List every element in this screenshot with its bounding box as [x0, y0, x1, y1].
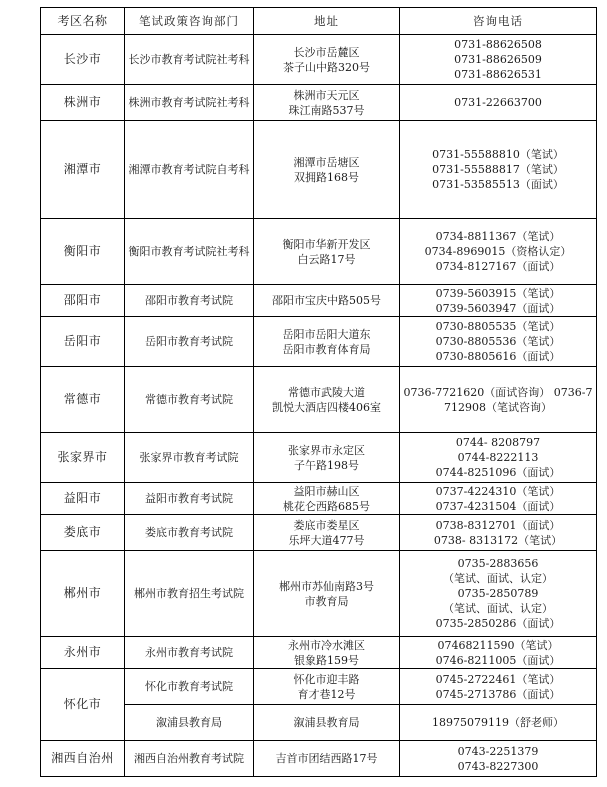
cell-phone	[400, 483, 597, 515]
cell-phone-line: （笔试、面试、认定）	[443, 572, 553, 585]
cell-address-line: 育才巷12号	[297, 687, 356, 701]
cell-phone-line: 0734-8127167（面试）	[435, 260, 561, 273]
cell-dept: 湘西自治州教育考试院	[125, 741, 254, 777]
cell-phone	[400, 741, 597, 777]
cell-region: 永州市	[41, 637, 125, 669]
cell-phone-line: 0735-2883656	[457, 557, 539, 570]
cell-address-line: 岳阳市岳阳大道东	[282, 327, 371, 341]
cell-phone	[400, 35, 597, 85]
header-dept: 笔试政策咨询部门	[125, 8, 254, 35]
cell-phone-line: 07468211590（笔试）	[437, 638, 559, 652]
cell-phone-line: 0744- 8208797	[455, 436, 541, 449]
cell-address-line: 双拥路168号	[294, 170, 359, 184]
cell-address-line: 张家界市永定区	[288, 443, 365, 457]
table-row	[41, 705, 597, 741]
cell-region: 株洲市	[41, 85, 125, 121]
cell-address	[254, 219, 400, 285]
cell-phone-line: 0739-5603947（面试）	[435, 301, 561, 315]
cell-phone-line: 0731-88626531	[454, 68, 542, 81]
header-phone: 咨询电话	[400, 8, 597, 35]
table-row	[41, 551, 597, 637]
cell-address	[254, 121, 400, 219]
cell-region: 怀化市	[41, 669, 125, 741]
cell-region: 邵阳市	[41, 285, 125, 317]
cell-phone-line: 0737-4231504（面试）	[435, 499, 561, 513]
cell-phone	[400, 121, 597, 219]
cell-address-line: 桃花仑西路685号	[283, 499, 370, 513]
cell-address	[254, 741, 400, 777]
cell-address-line: 株洲市天元区	[293, 88, 360, 102]
cell-address-line: 乐坪大道477号	[288, 533, 365, 547]
cell-phone-line: 18975079119（舒老师）	[432, 716, 564, 729]
cell-phone-line: 0730-8805536（笔试）	[435, 335, 561, 348]
cell-address	[254, 669, 400, 705]
cell-address-line: 郴州市苏仙南路3号	[279, 579, 374, 593]
cell-phone	[400, 551, 597, 637]
cell-phone-line: 0744-8251096（面试）	[435, 466, 561, 479]
cell-address	[254, 515, 400, 551]
cell-address	[254, 85, 400, 121]
cell-region: 长沙市	[41, 35, 125, 85]
cell-phone-line: 0731-53585513（面试）	[432, 178, 564, 191]
cell-phone-line: 0730-8805616（面试）	[435, 350, 561, 363]
cell-phone-line: 0743-8227300	[457, 759, 539, 773]
table-row	[41, 515, 597, 551]
cell-address-line: 吉首市团结西路17号	[275, 752, 378, 765]
table-header-row	[41, 8, 597, 35]
cell-dept: 娄底市教育考试院	[125, 515, 254, 551]
cell-region: 郴州市	[41, 551, 125, 637]
exam-contact-table	[40, 7, 597, 777]
cell-region: 湘潭市	[41, 121, 125, 219]
header-region: 考区名称	[41, 8, 125, 35]
cell-address-line: 溆浦县教育局	[293, 716, 360, 729]
cell-region: 衡阳市	[41, 219, 125, 285]
cell-phone	[400, 367, 597, 433]
cell-phone	[400, 285, 597, 317]
cell-dept: 郴州市教育招生考试院	[125, 551, 254, 637]
cell-address	[254, 317, 400, 367]
table-row	[41, 483, 597, 515]
cell-phone-line: 0744-8222113	[457, 451, 539, 464]
table-row	[41, 219, 597, 285]
cell-phone-line: 0730-8805535（笔试）	[435, 320, 561, 333]
cell-address-line: 珠江南路537号	[288, 103, 365, 117]
cell-phone-line: 0737-4224310（笔试）	[435, 484, 561, 498]
table-row	[41, 285, 597, 317]
cell-phone-line: 0731-55588817（笔试）	[432, 163, 564, 176]
cell-dept: 永州市教育考试院	[125, 637, 254, 669]
cell-address-line: 白云路17号	[297, 252, 356, 266]
cell-dept: 邵阳市教育考试院	[125, 285, 254, 317]
cell-phone	[400, 669, 597, 705]
cell-phone	[400, 219, 597, 285]
cell-phone-line: （笔试、面试、认定）	[443, 602, 553, 615]
cell-address-line: 怀化市迎丰路	[293, 672, 360, 686]
cell-phone-line: 0745-2722461（笔试）	[435, 672, 561, 686]
cell-phone-line: 0735-2850286（面试）	[435, 617, 561, 630]
cell-address	[254, 705, 400, 741]
cell-dept: 常德市教育考试院	[125, 367, 254, 433]
cell-phone	[400, 705, 597, 741]
cell-address-line: 衡阳市华新开发区	[282, 237, 371, 251]
cell-region: 张家界市	[41, 433, 125, 483]
cell-phone-line: 0738-8312701（面试）	[435, 518, 561, 532]
cell-address-line: 市教育局	[304, 594, 349, 608]
table-row	[41, 741, 597, 777]
table-row	[41, 85, 597, 121]
cell-phone	[400, 515, 597, 551]
cell-phone	[400, 85, 597, 121]
cell-address-line: 茶子山中路320号	[283, 60, 370, 74]
cell-dept: 湘潭市教育考试院自考科	[125, 121, 254, 219]
cell-region: 湘西自治州	[41, 741, 125, 777]
cell-address	[254, 433, 400, 483]
cell-phone-line: 0745-2713786（面试）	[435, 687, 561, 701]
header-address: 地址	[254, 8, 400, 35]
cell-dept: 张家界市教育考试院	[125, 433, 254, 483]
cell-phone-line: 0731-88626508	[454, 38, 542, 51]
cell-region: 岳阳市	[41, 317, 125, 367]
cell-address-line: 子午路198号	[294, 458, 359, 472]
table-row	[41, 121, 597, 219]
cell-address-line: 凯悦大酒店四楼406室	[272, 400, 381, 414]
cell-phone-line: 0734-8811367（笔试）	[435, 230, 561, 243]
cell-address-line: 永州市冷水滩区	[288, 638, 365, 652]
table-row	[41, 35, 597, 85]
cell-phone	[400, 317, 597, 367]
table-row	[41, 317, 597, 367]
table-body	[41, 35, 597, 777]
cell-dept: 怀化市教育考试院	[125, 669, 254, 705]
cell-dept: 溆浦县教育局	[125, 705, 254, 741]
cell-region: 常德市	[41, 367, 125, 433]
cell-phone	[400, 637, 597, 669]
cell-address-line: 常德市武陵大道	[288, 385, 365, 399]
cell-region: 娄底市	[41, 515, 125, 551]
table-row	[41, 433, 597, 483]
cell-address	[254, 367, 400, 433]
cell-address-line: 银象路159号	[294, 653, 359, 667]
cell-address-line: 娄底市娄星区	[293, 518, 360, 532]
table-row	[41, 637, 597, 669]
cell-dept: 长沙市教育考试院社考科	[125, 35, 254, 85]
cell-phone-line: 0746-8211005（面试）	[435, 653, 561, 667]
cell-phone-line: 0735-2850789	[457, 587, 539, 600]
table-row	[41, 367, 597, 433]
cell-address	[254, 637, 400, 669]
table-row	[41, 669, 597, 705]
cell-phone-line: 0736-7721620（面试咨询） 0736-7712908（笔试咨询）	[403, 385, 593, 414]
cell-dept: 岳阳市教育考试院	[125, 317, 254, 367]
cell-address-line: 益阳市赫山区	[293, 484, 360, 498]
cell-dept: 株洲市教育考试院社考科	[125, 85, 254, 121]
cell-address	[254, 551, 400, 637]
cell-phone-line: 0738- 8313172（笔试）	[433, 533, 563, 547]
cell-phone-line: 0743-2251379	[457, 744, 539, 758]
cell-address-line: 岳阳市教育体育局	[282, 342, 371, 356]
cell-phone-line: 0731-88626509	[454, 53, 542, 66]
cell-phone-line: 0731-55588810（笔试）	[432, 148, 564, 161]
cell-address	[254, 285, 400, 317]
cell-phone-line: 0734-8969015（资格认定）	[424, 245, 572, 258]
cell-address	[254, 35, 400, 85]
cell-address	[254, 483, 400, 515]
cell-phone-line: 0731-22663700	[454, 96, 542, 109]
cell-address-line: 长沙市岳麓区	[293, 45, 360, 59]
cell-dept: 衡阳市教育考试院社考科	[125, 219, 254, 285]
cell-dept: 益阳市教育考试院	[125, 483, 254, 515]
cell-region: 益阳市	[41, 483, 125, 515]
cell-address-line: 邵阳市宝庆中路505号	[272, 294, 381, 307]
cell-address-line: 湘潭市岳塘区	[293, 155, 360, 169]
cell-phone	[400, 433, 597, 483]
cell-phone-line: 0739-5603915（笔试）	[435, 286, 561, 300]
